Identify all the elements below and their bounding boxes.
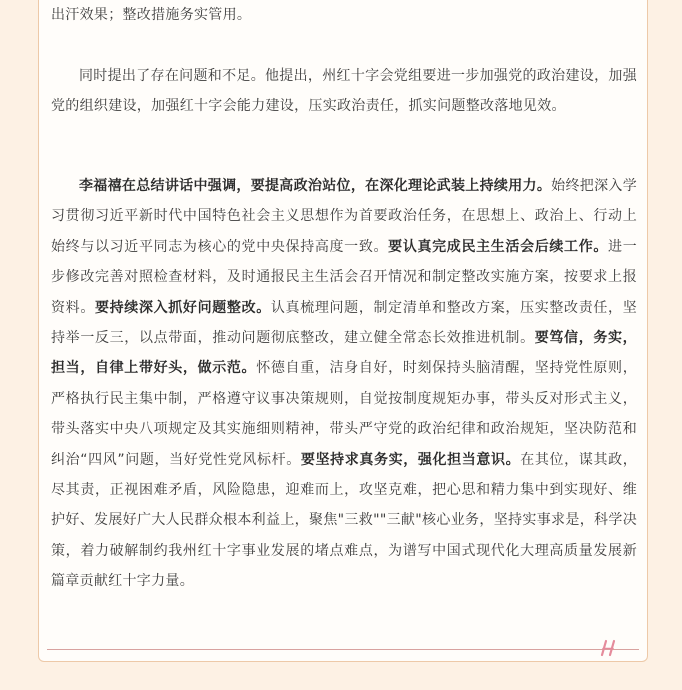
paragraph-1: 出汗效果；整改措施务实管用。 [51,7,252,23]
emphasis-follow-up: 要认真完成民主生活会后续工作。 [388,238,609,255]
text-follow-up: 进一步修改完善对照检查材料，及时通报民主生活会召开情况和制定整改实施方案，按要求上报资料。 [51,238,638,316]
emphasis-pragmatism: 要坚持求真务实，强化担当意识。 [300,451,521,468]
text-example: 怀德自重，洁身自好，时刻保持头脑清醒，坚持党性原则，严格执行民主集中制，严格遵守议事决策规则，自觉按制度规矩办事，带头反对形式主义，带头落实中央八项规定及其实施细则精神，带头严守党的政治纪律和政治规矩，坚决防范和纠治“四风”问题，当好党性党风标杆。 [51,360,637,468]
paragraph-2: 同时提出了存在问题和不足。他提出，州红十字会党组要进一步加强党的政治建设，加强党的组织建设，加强红十字会能力建设，压实政治责任，抓实问题整改落地见效。 [51,68,637,115]
footer-divider [47,649,639,650]
article-card [38,0,648,662]
text-theory: 始终把深入学习贯彻习近平新时代中国特色社会主义思想作为首要政治任务，在思想上、政治上、行动上始终与以习近平同志为核心的党中央保持高度一致。 [51,178,637,255]
emphasis-example: 要笃信，务实，担当，自律上带好头，做示范。 [51,330,637,377]
text-rectification: 认真梳理问题，制定清单和整改方案，压实整改责任，坚持举一反三，以点带面，推动问题彻底整改，建立健全常态长效推进机制。 [51,299,637,347]
text-pragmatism: 在其位，谋其政，尽其责，正视困难矛盾，风险隐患，迎难而上，攻坚克难，把心思和精力集中到实现好、维护好、发展好广大人民群众根本利益上，聚焦"三救""三献"核心业务，坚持实事求是，科学决策，着力破解制约我州红十字事业发展的堵点难点，为谱写中国式现代化大理高质量发展新篇章贡献红十字力量。 [51,451,638,590]
emphasis-speech-summary: 李福禧在总结讲话中强调，要提高政治站位，在深化理论武装上持续用力。 [79,178,552,194]
double-slash-ornament-icon [599,639,619,657]
emphasis-rectification: 要持续深入抓好问题整改。 [94,299,271,316]
paragraph-3 [51,171,637,597]
